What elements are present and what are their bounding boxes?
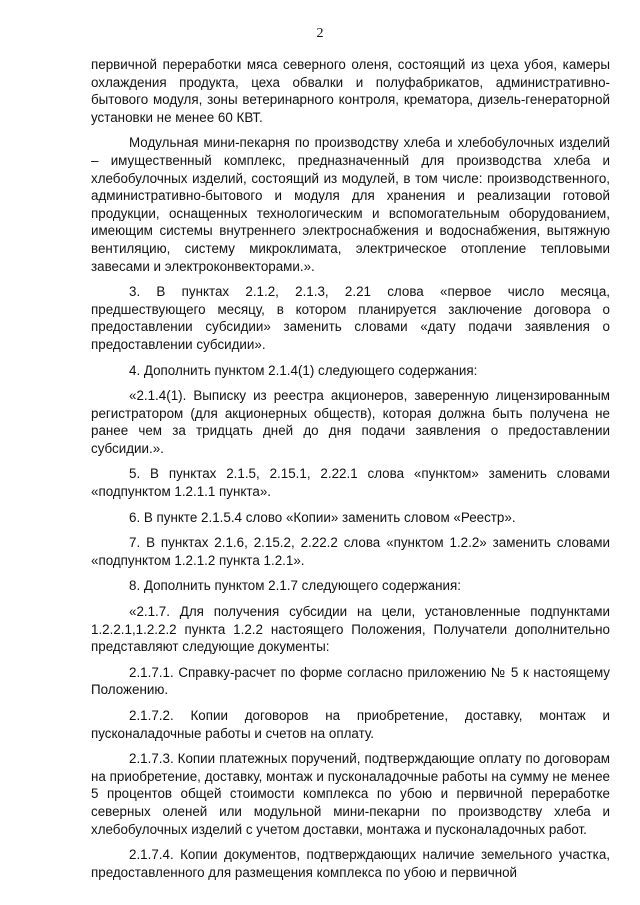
paragraph-item-2-1-7-2: 2.1.7.2. Копии договоров на приобретение, доставку, монтаж и пусконаладочные работы и счетов на оплату. [91, 708, 610, 741]
paragraph-item-3: 3. В пунктах 2.1.2, 2.1.3, 2.21 слова «первое число месяца, предшествующего месяцу, в котором планируется заключение договора о предоставлении субсидии» заменить словами «дату подачи заявления о предоставлении субсидии». [91, 284, 610, 352]
paragraph-item-2-1-4-1: «2.1.4(1). Выписку из реестра акционеров, заверенную лицензированным регистратором (для акционерных обществ), которая должна быть получена не ранее чем за тридцать дней до дня подачи заявления о предоставлении субсидии.». [91, 388, 610, 456]
paragraph-continuation: первичной переработки мяса северного оленя, состоящий из цеха убоя, камеры охлаждения продукта, цеха обвалки и полуфабрикатов, административно-бытового модуля, зоны ветеринарного контроля, крематора, дизель-генераторной установки не менее 60 КВТ. [91, 57, 610, 125]
paragraph-item-2-1-7-4: 2.1.7.4. Копии документов, подтверждающих наличие земельного участка, предоставленного для размещения комплекса по убою и первичной [91, 847, 610, 880]
paragraph-item-2-1-7: «2.1.7. Для получения субсидии на цели, установленные подпунктами 1.2.2.1,1.2.2.2 пункта 1.2.2 настоящего Положения, Получатели дополнительно представляют следующие документы: [91, 604, 610, 655]
paragraph-item-5: 5. В пунктах 2.1.5, 2.15.1, 2.22.1 слова «пунктом» заменить словами «подпунктом 1.2.1.1 пункта». [91, 466, 610, 500]
document-body [91, 56, 610, 889]
paragraph-item-4: 4. Дополнить пунктом 2.1.4(1) следующего содержания: [129, 362, 478, 378]
paragraph-item-2-1-7-1: 2.1.7.1. Справку-расчет по форме согласно приложению № 5 к настоящему Положению. [91, 664, 610, 698]
paragraph-item-7: 7. В пунктах 2.1.6, 2.15.2, 2.22.2 слова «пунктом 1.2.2» заменить словами «подпунктом 1.2.1.2 пункта 1.2.1». [91, 535, 610, 568]
paragraph-item-8: 8. Дополнить пунктом 2.1.7 следующего содержания: [129, 578, 461, 594]
page-number: 2 [316, 26, 324, 41]
paragraph-bakery-definition: Модульная мини-пекарня по производству хлеба и хлебобулочных изделий – имущественный комплекс, предназначенный для производства хлеба и хлебобулочных изделий, состоящий из модулей, в том числе: производственного, административно-бытового и модуля для хранения и реализации готовой продукции, оснащенных технологическим и вспомогательным оборудованием, имеющим системы внутреннего электроснабжения и водоснабжения, вытяжную вентиляцию, систему микроклимата, электрическое отопление тепловыми завесами и электроконвекторами.». [91, 135, 610, 274]
paragraph-item-6: 6. В пункте 2.1.5.4 слово «Копии» заменить словом «Реестр». [129, 509, 516, 525]
paragraph-item-2-1-7-3: 2.1.7.3. Копии платежных поручений, подтверждающие оплату по договорам на приобретение, доставку, монтаж и пусконаладочные работы на сумму не менее 5 процентов общей стоимости комплекса по убою и первичной переработке северных оленей или модульной мини-пекарни по производству хлеба и хлебобулочных изделий с учетом доставки, монтажа и пусконаладочных работ. [91, 751, 610, 837]
